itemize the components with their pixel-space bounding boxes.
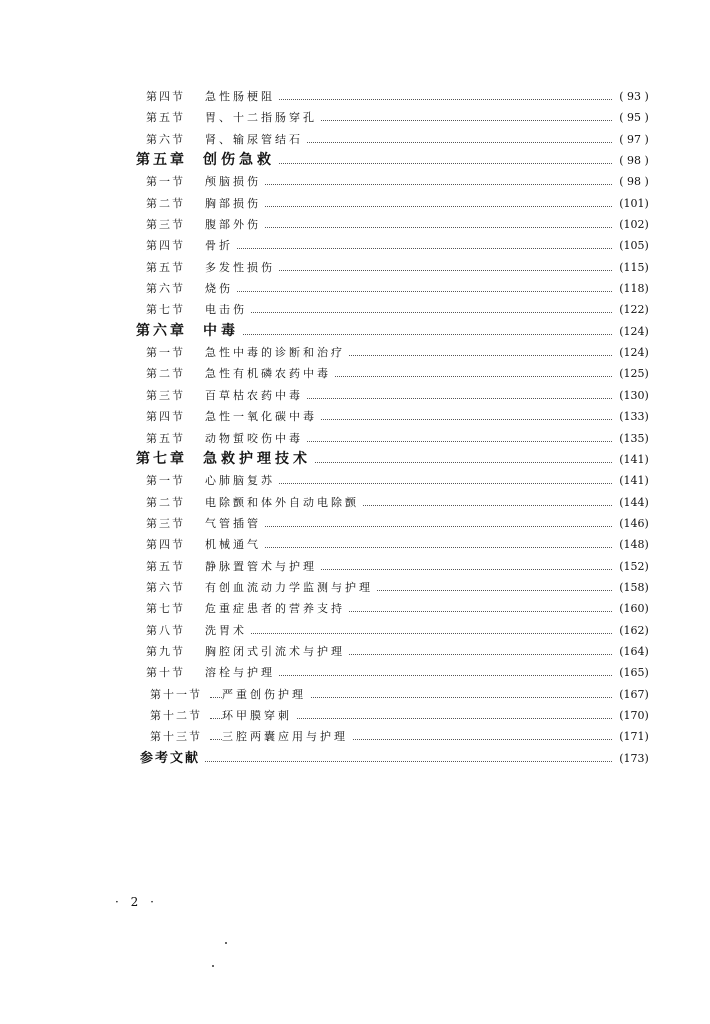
toc-entry-number: 第七章	[136, 450, 187, 467]
toc-page-number: (164)	[614, 641, 654, 662]
toc-leader-dots	[210, 312, 612, 313]
toc-entry-title: 心肺脑复苏	[205, 470, 279, 491]
toc-section-row	[0, 257, 710, 278]
toc-section-row	[0, 556, 710, 577]
toc-section-row	[0, 470, 710, 491]
toc-entry-title: 有创血流动力学监测与护理	[205, 577, 377, 598]
toc-page-number: (101)	[614, 193, 654, 214]
toc-entry-title: 烧伤	[205, 278, 237, 299]
toc-chapter-row	[0, 150, 710, 171]
toc-section-row	[0, 193, 710, 214]
toc-page-number: (141)	[614, 470, 654, 491]
toc-chapter-row	[0, 449, 710, 470]
toc-entry-number: 第五节	[146, 559, 185, 573]
toc-entry-number: 第五章	[136, 152, 187, 169]
toc-page-number: (135)	[614, 428, 654, 449]
toc-entry-title: 急性肠梗阻	[205, 86, 279, 107]
toc-reference-row	[0, 748, 710, 769]
toc-entry-title: 胸部损伤	[205, 193, 265, 214]
toc-chapter-row	[0, 321, 710, 342]
toc-section-row	[0, 385, 710, 406]
toc-entry-number: 第四节	[146, 538, 185, 552]
toc-section-row	[0, 534, 710, 555]
toc-entry-number: 第三节	[146, 218, 185, 232]
toc-entry-title: 洗胃术	[205, 620, 251, 641]
toc-page-number: (102)	[614, 214, 654, 235]
toc-leader-dots	[210, 547, 612, 548]
toc-page-number: ( 95 )	[614, 107, 654, 128]
toc-section-row	[0, 577, 710, 598]
toc-page-number: (167)	[614, 684, 654, 705]
toc-page-number: ( 97 )	[614, 129, 654, 150]
toc-section-row	[0, 235, 710, 256]
toc-section-row	[0, 171, 710, 192]
toc-leader-dots	[210, 291, 612, 292]
toc-entry-title: 环甲膜穿刺	[222, 705, 296, 726]
toc-entry-number: 第六节	[146, 282, 185, 296]
toc-entry-title: 创伤急救	[203, 150, 279, 171]
toc-entry-title: 胃、十二指肠穿孔	[205, 107, 321, 128]
toc-entry-number: 第九节	[146, 644, 185, 658]
toc-page-number: (158)	[614, 577, 654, 598]
toc-page-number: (160)	[614, 598, 654, 619]
toc-entry-number: 第一节	[146, 175, 185, 189]
toc-entry-title: 胸腔闭式引流术与护理	[205, 641, 349, 662]
toc-section-row	[0, 342, 710, 363]
toc-page-number: (105)	[614, 235, 654, 256]
toc-section-row	[0, 620, 710, 641]
toc-entry-title: 溶栓与护理	[205, 662, 279, 683]
toc-entry-title: 气管插管	[205, 513, 265, 534]
toc-leader-dots	[210, 248, 612, 249]
toc-page-number: (115)	[614, 257, 654, 278]
toc-entry-title: 急性一氧化碳中毒	[205, 406, 321, 427]
toc-leader-dots	[210, 334, 612, 335]
toc-page-number: (170)	[614, 705, 654, 726]
toc-page-number: (152)	[614, 556, 654, 577]
toc-entry-number: 第十二节	[150, 708, 202, 722]
toc-section-row	[0, 684, 710, 705]
toc-entry-number: 第七节	[146, 303, 185, 317]
toc-entry-title: 静脉置管术与护理	[205, 556, 321, 577]
toc-entry-title: 动物蜇咬伤中毒	[205, 428, 307, 449]
toc-entry-number: 第十节	[146, 666, 185, 680]
toc-page-number: (148)	[614, 534, 654, 555]
toc-page-number: (125)	[614, 363, 654, 384]
toc-entry-number: 第三节	[146, 516, 185, 530]
toc-entry-number: 第二节	[146, 196, 185, 210]
toc-section-row	[0, 214, 710, 235]
toc-entry-title: 多发性损伤	[205, 257, 279, 278]
page-number: · 2 ·	[115, 895, 158, 909]
toc-page-number: (146)	[614, 513, 654, 534]
toc-section-row	[0, 641, 710, 662]
toc-section-row	[0, 428, 710, 449]
toc-entry-title: 三腔两囊应用与护理	[222, 726, 352, 747]
toc-entry-title: 腹部外伤	[205, 214, 265, 235]
toc-leader-dots	[210, 206, 612, 207]
toc-page-number: (173)	[614, 748, 654, 769]
toc-entry-title: 颅脑损伤	[205, 171, 265, 192]
toc-leader-dots	[210, 633, 612, 634]
toc-entry-number: 第二节	[146, 495, 185, 509]
toc-section-row	[0, 129, 710, 150]
toc-page-number: (141)	[614, 449, 654, 470]
toc-section-row	[0, 278, 710, 299]
toc-entry-title: 急救护理技术	[203, 449, 315, 470]
toc-entry-title: 百草枯农药中毒	[205, 385, 307, 406]
toc-page-number: ( 98 )	[614, 150, 654, 171]
toc-entry-number: 第四节	[146, 239, 185, 253]
toc-entry-number: 第七节	[146, 602, 185, 616]
toc-entry-number: 第一节	[146, 474, 185, 488]
toc-leader-dots	[205, 761, 612, 762]
toc-page-number: (122)	[614, 299, 654, 320]
toc-page-number: (144)	[614, 492, 654, 513]
toc-entry-number: 第五节	[146, 111, 185, 125]
toc-entry-number: 第四节	[146, 90, 185, 103]
scan-speck	[212, 965, 214, 967]
toc-entry-number: 第五节	[146, 431, 185, 445]
toc-page-number: ( 98 )	[614, 171, 654, 192]
toc-section-row	[0, 662, 710, 683]
toc-section-row	[0, 513, 710, 534]
toc-page-number: (118)	[614, 278, 654, 299]
toc-entry-number: 第一节	[146, 346, 185, 360]
toc-leader-dots	[210, 526, 612, 527]
toc-entry-number: 第八节	[146, 623, 185, 637]
toc-section-row	[0, 406, 710, 427]
toc-entry-title: 肾、输尿管结石	[205, 129, 307, 150]
toc-page-number: (124)	[614, 342, 654, 363]
toc-section-row	[0, 299, 710, 320]
scan-speck	[225, 942, 227, 944]
toc-page-number: (171)	[614, 726, 654, 747]
toc-page-number: (165)	[614, 662, 654, 683]
toc-entry-title: 中毒	[203, 321, 243, 342]
toc-section-row	[0, 363, 710, 384]
toc-entry-number: 第三节	[146, 388, 185, 402]
toc-entry-title: 急性有机磷农药中毒	[205, 363, 335, 384]
toc-leader-dots	[210, 184, 612, 185]
toc-entry-number: 第六节	[146, 580, 185, 594]
toc-entry-number: 第十一节	[150, 687, 202, 701]
toc-section-row	[0, 492, 710, 513]
toc-entry-title: 骨折	[205, 235, 237, 256]
toc-entry-number: 第四节	[146, 410, 185, 424]
toc-page-number: (162)	[614, 620, 654, 641]
toc-leader-dots	[210, 227, 612, 228]
toc-entry-number: 第十三节	[150, 730, 202, 744]
toc-section-row	[0, 726, 710, 747]
toc-entry-title: 危重症患者的营养支持	[205, 598, 349, 619]
toc-entry-number: 参考文献	[140, 750, 201, 766]
toc-page-number: ( 93 )	[614, 86, 654, 107]
table-of-contents	[0, 86, 710, 769]
toc-section-row	[0, 598, 710, 619]
toc-section-row	[0, 86, 710, 107]
toc-entry-title: 机械通气	[205, 534, 265, 555]
toc-entry-title: 严重创伤护理	[222, 684, 310, 705]
toc-entry-number: 第六章	[136, 322, 187, 339]
toc-entry-title: 电除颤和体外自动电除颤	[205, 492, 363, 513]
toc-entry-title: 急性中毒的诊断和治疗	[205, 342, 349, 363]
toc-entry-number: 第五节	[146, 260, 185, 274]
toc-entry-number: 第二节	[146, 367, 185, 381]
toc-entry-number: 第六节	[146, 132, 185, 146]
toc-section-row	[0, 107, 710, 128]
toc-section-row	[0, 705, 710, 726]
toc-page-number: (130)	[614, 385, 654, 406]
toc-page-number: (133)	[614, 406, 654, 427]
toc-page-number: (124)	[614, 321, 654, 342]
toc-entry-title: 电击伤	[205, 299, 251, 320]
